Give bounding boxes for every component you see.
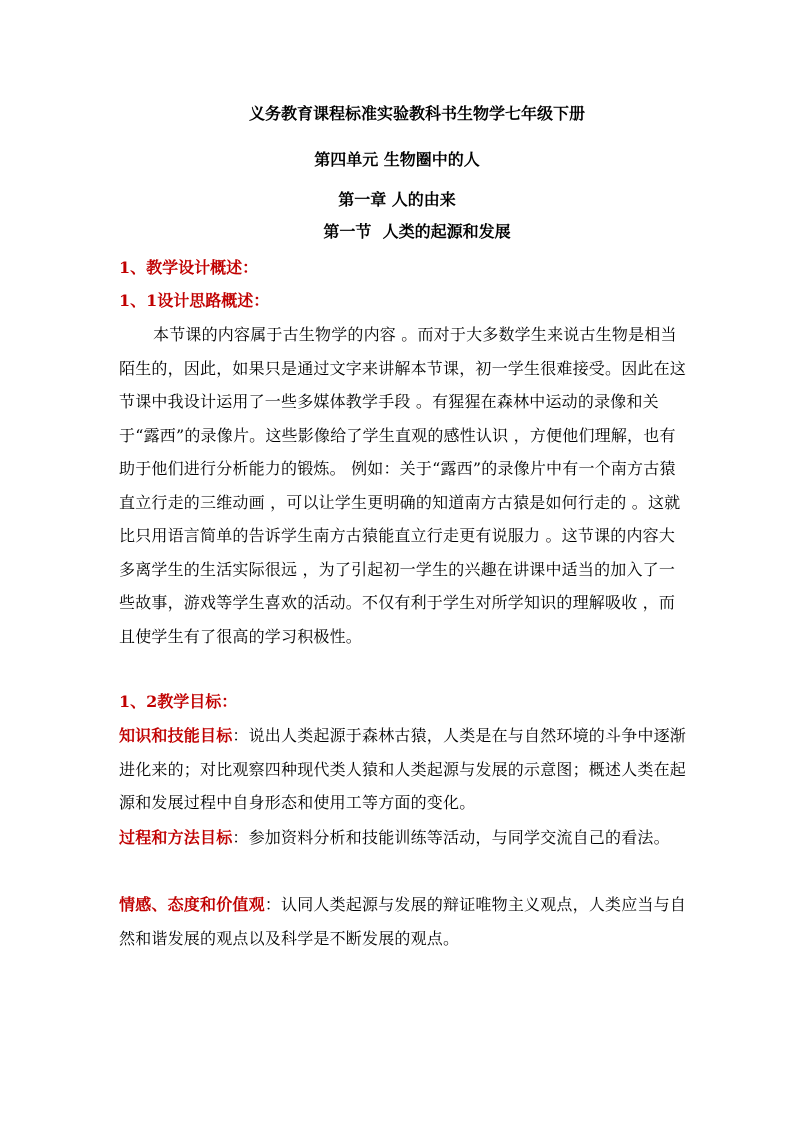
design-paragraph: 本节课的内容属于古生物学的内容 。而对于大多数学生来说古生物是相当陌生的，因此，如果只是通过文字来讲解本节课，初一学生很难接受。因此在这节课中我设计运用了一些多媒体教学手段 。有猩猩在森林中运动的录像和关于“露西”的录像片。这些影像给了学生直观的感性认识 ，方便他们理解，也有助于他们进行分析能力的锻炼。 例如：关于“露西”的录像片中有一个南方古猿直立行走的三维动画 ，可以让学生更明确的知道南方古猿是如何行走的 。这就比只用语言简单的告诉学生南方古猿能直立行走更有说服力 。这节课的内容大多离学生的生活实际很远 ，为了引起初一学生的兴趣在讲课中适当的加入了一些故事，游戏等学生喜欢的活动。不仅有利于学生对所学知识的理解吸收 ，而且使学生有了很高的学习积极性。 [119, 325, 687, 646]
unit-title: 第四单元 生物圈中的人 [314, 150, 480, 169]
goal-process-label: 过程和方法目标 [119, 828, 233, 847]
goal-emotion-label: 情感、态度和价值观 [119, 895, 265, 914]
goal-knowledge-text: ：说出人类起源于森林古猿，人类是在与自然环境的斗争中逐渐进化来的；对比观察四种现代类人猿和人类起源与发展的示意图；概述人类在起源和发展过程中自身形态和使用工等方面的变化。 [119, 726, 687, 812]
goal-emotion [119, 888, 689, 955]
goal-process-text: ：参加资料分析和技能训练等活动，与同学交流自己的看法。 [232, 828, 670, 847]
heading-overview: 1、教学设计概述： [119, 258, 259, 277]
heading-design: 1、1设计思路概述： [119, 291, 270, 310]
goal-knowledge [119, 719, 689, 820]
section-title: 第一节 人类的起源和发展 [323, 222, 511, 241]
goal-knowledge-label: 知识和技能目标 [119, 726, 233, 745]
document-title: 义务教育课程标准实验教科书生物学七年级下册 [248, 104, 585, 123]
goal-emotion-text: ：认同人类起源与发展的辩证唯物主义观点，人类应当与自然和谐发展的观点以及科学是不断发展的观点。 [119, 895, 687, 948]
heading-goals: 1、2教学目标： [119, 692, 238, 711]
goal-process [119, 821, 689, 855]
chapter-title: 第一章 人的由来 [338, 190, 456, 209]
